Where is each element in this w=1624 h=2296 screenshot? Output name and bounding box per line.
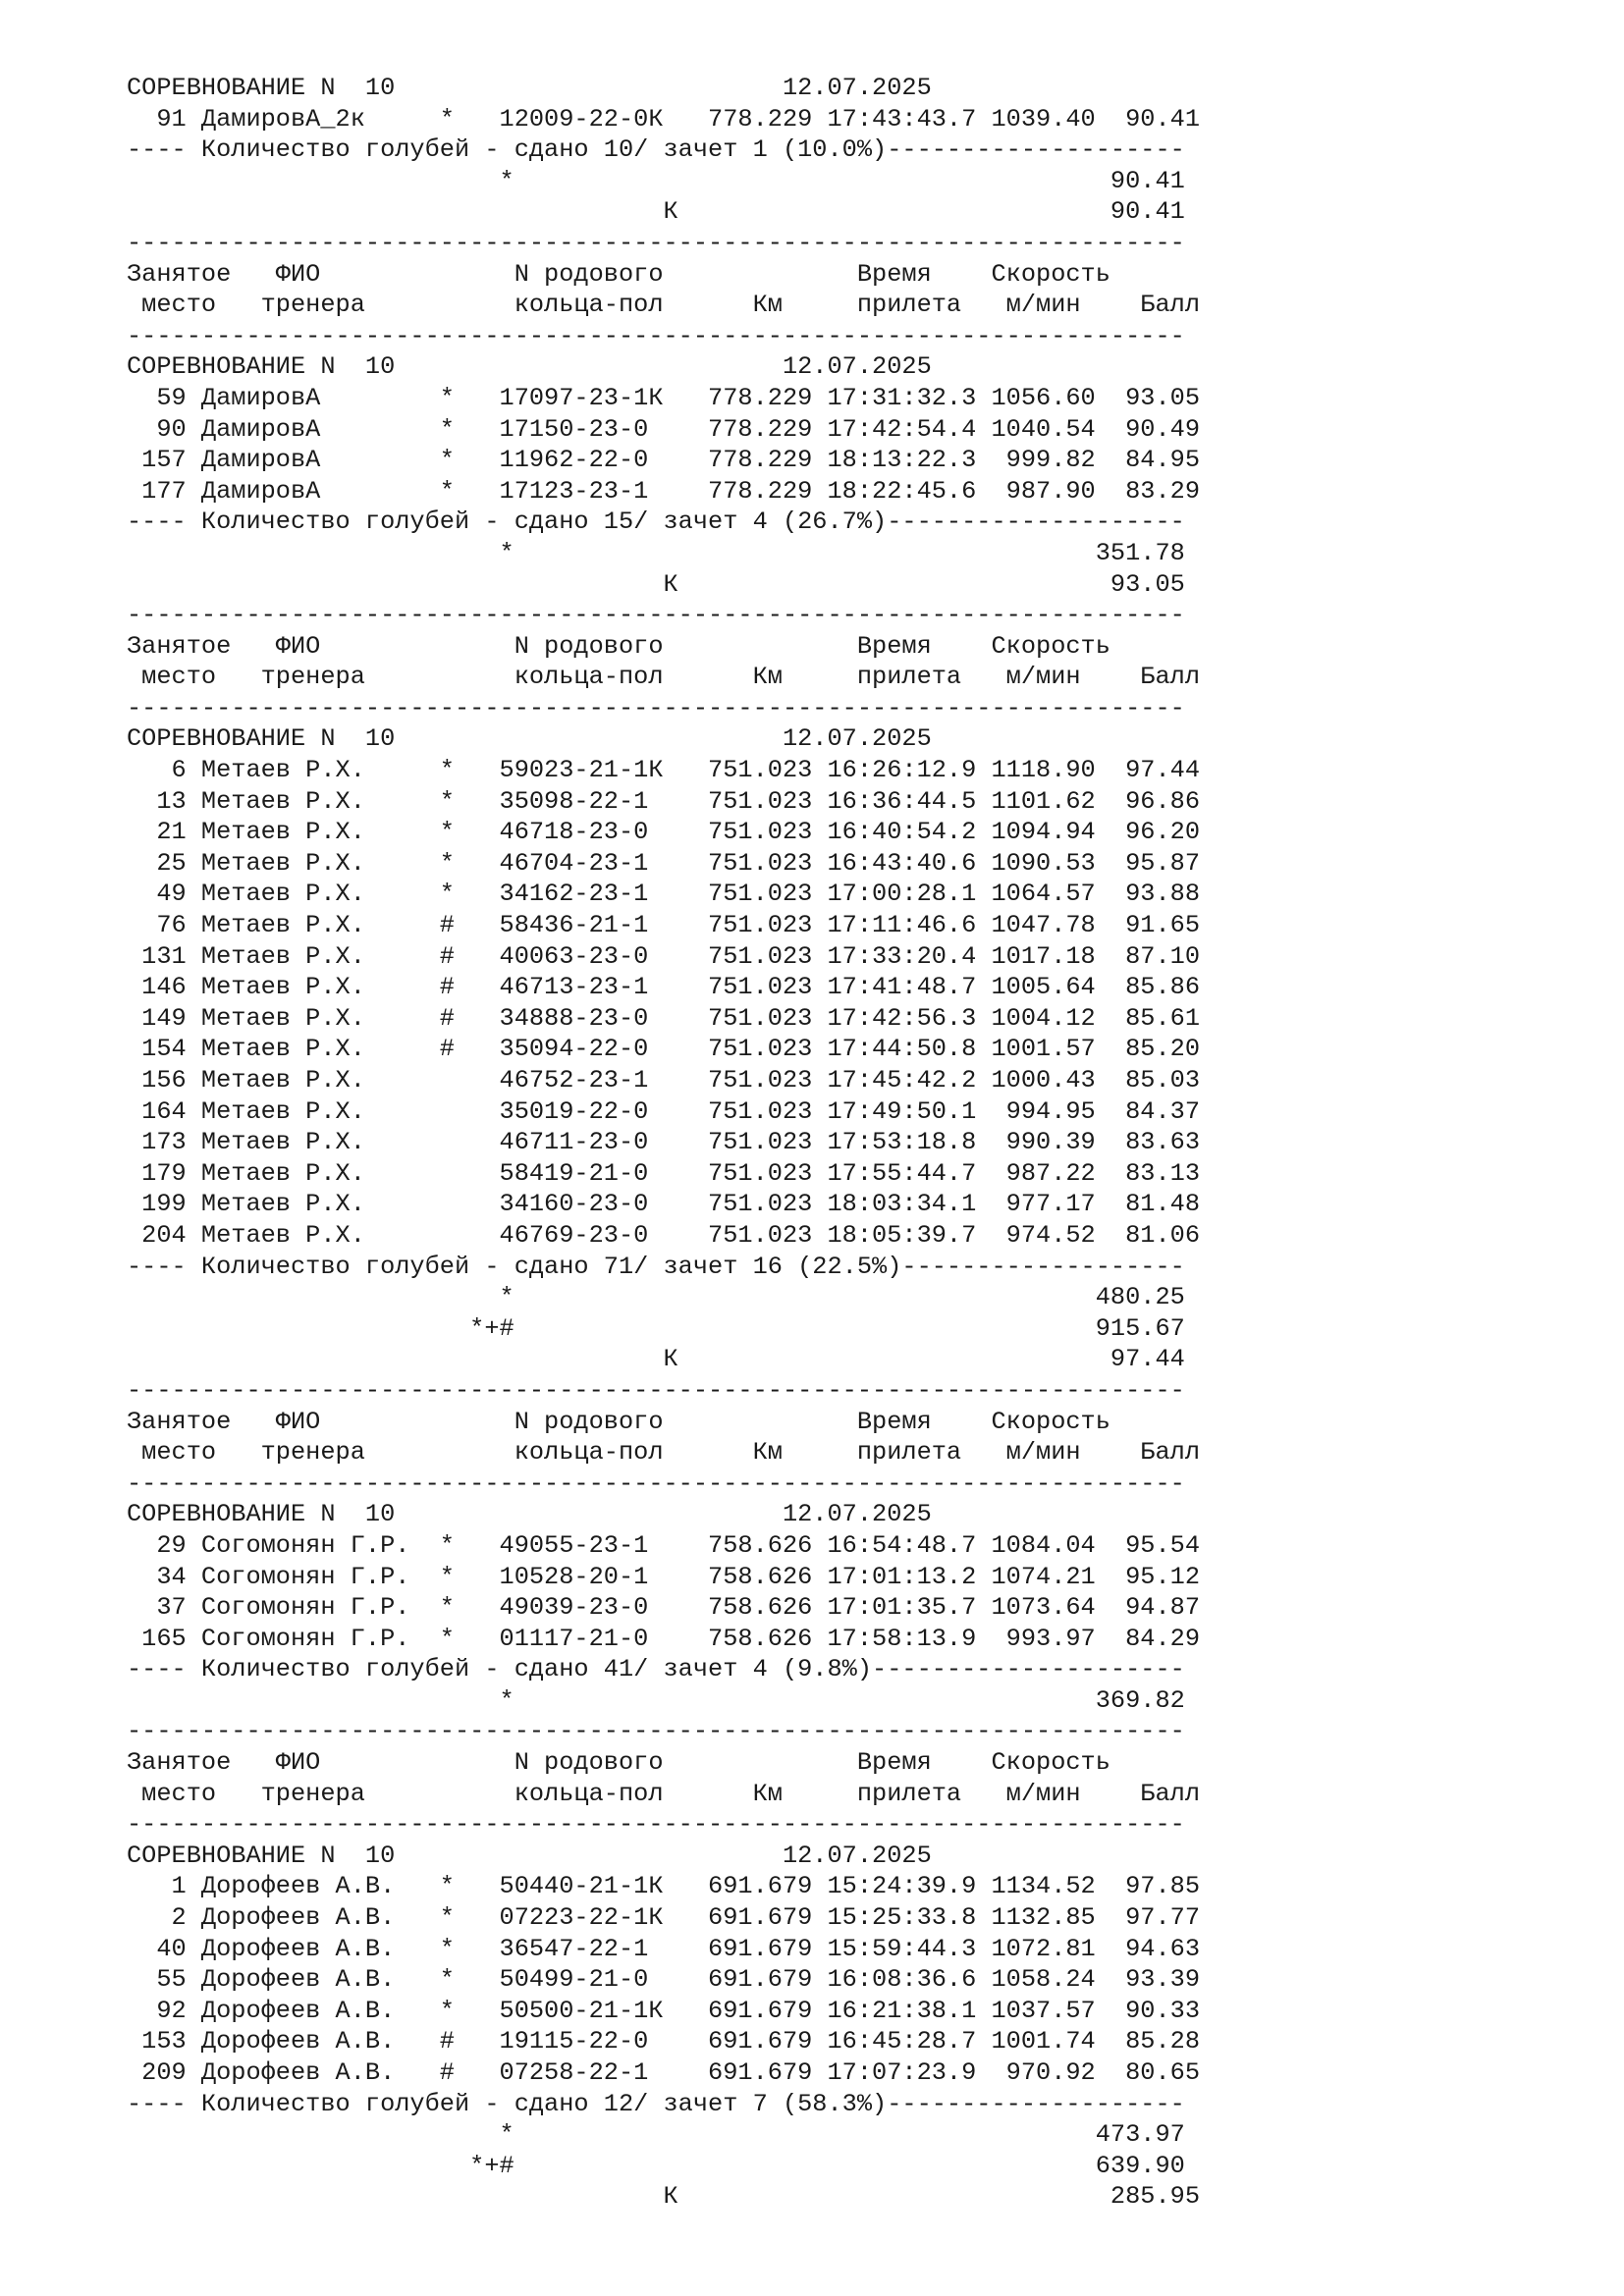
separator-line: ----------------------------------------------------------------------- bbox=[127, 693, 1185, 722]
result-row: 2 Дорофеев А.В. * 07223-22-1К 691.679 15:25:33.8 1132.85 97.77 bbox=[127, 1903, 1201, 1933]
result-row: 149 Метаев Р.Х. # 34888-23-0 751.023 17:42:56.3 1004.12 85.61 bbox=[127, 1003, 1201, 1033]
column-header: место тренера кольца-пол Км прилета м/мин Балл bbox=[127, 663, 1201, 692]
competition-header: СОРЕВНОВАНИЕ N 10 12.07.2025 bbox=[127, 724, 932, 754]
total-line: * 90.41 bbox=[127, 166, 1185, 195]
result-row: 164 Метаев Р.Х. 35019-22-0 751.023 17:49:50.1 994.95 84.37 bbox=[127, 1096, 1201, 1126]
result-row: 55 Дорофеев А.В. * 50499-21-0 691.679 16:08:36.6 1058.24 93.39 bbox=[127, 1965, 1201, 1995]
competition-header: СОРЕВНОВАНИЕ N 10 12.07.2025 bbox=[127, 1500, 932, 1529]
result-row: 179 Метаев Р.Х. 58419-21-0 751.023 17:55:44.7 987.22 83.13 bbox=[127, 1158, 1201, 1188]
separator-line: ----------------------------------------------------------------------- bbox=[127, 228, 1185, 257]
result-row: 34 Согомонян Г.Р. * 10528-20-1 758.626 17:01:13.2 1074.21 95.12 bbox=[127, 1562, 1201, 1591]
column-header: место тренера кольца-пол Км прилета м/мин Балл bbox=[127, 1779, 1201, 1808]
total-line: *+# 639.90 bbox=[127, 2151, 1185, 2180]
result-row: 209 Дорофеев А.В. # 07258-22-1 691.679 17:07:23.9 970.92 80.65 bbox=[127, 2058, 1201, 2087]
result-row: 40 Дорофеев А.В. * 36547-22-1 691.679 15:59:44.3 1072.81 94.63 bbox=[127, 1934, 1201, 1963]
separator-line: ----------------------------------------------------------------------- bbox=[127, 1468, 1185, 1498]
result-row: 154 Метаев Р.Х. # 35094-22-0 751.023 17:44:50.8 1001.57 85.20 bbox=[127, 1035, 1201, 1064]
results-printout bbox=[127, 73, 1501, 2213]
total-line: * 473.97 bbox=[127, 2120, 1185, 2150]
total-line: * 480.25 bbox=[127, 1283, 1185, 1312]
result-row: 29 Согомонян Г.Р. * 49055-23-1 758.626 16:54:48.7 1084.04 95.54 bbox=[127, 1530, 1201, 1560]
pigeon-count-summary: ---- Количество голубей - сдано 71/ зачет 16 (22.5%)------------------- bbox=[127, 1252, 1185, 1281]
total-line: * 351.78 bbox=[127, 538, 1185, 567]
competition-header: СОРЕВНОВАНИЕ N 10 12.07.2025 bbox=[127, 1841, 932, 1870]
result-row: 13 Метаев Р.Х. * 35098-22-1 751.023 16:36:44.5 1101.62 96.86 bbox=[127, 786, 1201, 816]
result-row: 165 Согомонян Г.Р. * 01117-21-0 758.626 17:58:13.9 993.97 84.29 bbox=[127, 1624, 1201, 1653]
separator-line: ----------------------------------------------------------------------- bbox=[127, 1810, 1185, 1840]
result-row: 153 Дорофеев А.В. # 19115-22-0 691.679 16:45:28.7 1001.74 85.28 bbox=[127, 2027, 1201, 2056]
result-row: 173 Метаев Р.Х. 46711-23-0 751.023 17:53:18.8 990.39 83.63 bbox=[127, 1128, 1201, 1157]
total-line: К 285.95 bbox=[127, 2182, 1201, 2212]
separator-line: ----------------------------------------------------------------------- bbox=[127, 321, 1185, 350]
result-row: 91 ДамировА_2к * 12009-22-0К 778.229 17:43:43.7 1039.40 90.41 bbox=[127, 104, 1201, 133]
column-header: Занятое ФИО N родового Время Скорость bbox=[127, 259, 1110, 289]
result-row: 146 Метаев Р.Х. # 46713-23-1 751.023 17:41:48.7 1005.64 85.86 bbox=[127, 973, 1201, 1002]
total-line: * 369.82 bbox=[127, 1685, 1185, 1715]
result-row: 25 Метаев Р.Х. * 46704-23-1 751.023 16:43:40.6 1090.53 95.87 bbox=[127, 848, 1201, 878]
result-row: 92 Дорофеев А.В. * 50500-21-1К 691.679 16:21:38.1 1037.57 90.33 bbox=[127, 1996, 1201, 2025]
competition-header: СОРЕВНОВАНИЕ N 10 12.07.2025 bbox=[127, 352, 932, 382]
result-row: 204 Метаев Р.Х. 46769-23-0 751.023 18:05:39.7 974.52 81.06 bbox=[127, 1220, 1201, 1250]
result-row: 6 Метаев Р.Х. * 59023-21-1К 751.023 16:26:12.9 1118.90 97.44 bbox=[127, 756, 1201, 785]
column-header: Занятое ФИО N родового Время Скорость bbox=[127, 1407, 1110, 1436]
column-header: Занятое ФИО N родового Время Скорость bbox=[127, 631, 1110, 661]
result-row: 199 Метаев Р.Х. 34160-23-0 751.023 18:03:34.1 977.17 81.48 bbox=[127, 1190, 1201, 1219]
total-line: *+# 915.67 bbox=[127, 1313, 1185, 1343]
result-row: 37 Согомонян Г.Р. * 49039-23-0 758.626 17:01:35.7 1073.64 94.87 bbox=[127, 1593, 1201, 1623]
pigeon-count-summary: ---- Количество голубей - сдано 10/ зачет 1 (10.0%)-------------------- bbox=[127, 135, 1185, 165]
pigeon-count-summary: ---- Количество голубей - сдано 41/ зачет 4 (9.8%)--------------------- bbox=[127, 1655, 1185, 1684]
result-row: 157 ДамировА * 11962-22-0 778.229 18:13:22.3 999.82 84.95 bbox=[127, 446, 1201, 475]
result-row: 59 ДамировА * 17097-23-1К 778.229 17:31:32.3 1056.60 93.05 bbox=[127, 383, 1201, 412]
total-line: К 93.05 bbox=[127, 569, 1185, 599]
result-row: 177 ДамировА * 17123-23-1 778.229 18:22:45.6 987.90 83.29 bbox=[127, 476, 1201, 506]
column-header: Занятое ФИО N родового Время Скорость bbox=[127, 1748, 1110, 1778]
result-row: 131 Метаев Р.Х. # 40063-23-0 751.023 17:33:20.4 1017.18 87.10 bbox=[127, 941, 1201, 971]
column-header: место тренера кольца-пол Км прилета м/мин Балл bbox=[127, 1438, 1201, 1468]
separator-line: ----------------------------------------------------------------------- bbox=[127, 1717, 1185, 1746]
column-header: место тренера кольца-пол Км прилета м/мин Балл bbox=[127, 291, 1201, 320]
separator-line: ----------------------------------------------------------------------- bbox=[127, 601, 1185, 630]
result-row: 1 Дорофеев А.В. * 50440-21-1К 691.679 15:24:39.9 1134.52 97.85 bbox=[127, 1872, 1201, 1901]
pigeon-count-summary: ---- Количество голубей - сдано 15/ зачет 4 (26.7%)-------------------- bbox=[127, 507, 1185, 537]
total-line: К 90.41 bbox=[127, 197, 1185, 227]
separator-line: ----------------------------------------------------------------------- bbox=[127, 1375, 1185, 1405]
result-row: 21 Метаев Р.Х. * 46718-23-0 751.023 16:40:54.2 1094.94 96.20 bbox=[127, 818, 1201, 847]
pigeon-count-summary: ---- Количество голубей - сдано 12/ зачет 7 (58.3%)-------------------- bbox=[127, 2089, 1185, 2118]
total-line: К 97.44 bbox=[127, 1345, 1185, 1374]
result-row: 76 Метаев Р.Х. # 58436-21-1 751.023 17:11:46.6 1047.78 91.65 bbox=[127, 911, 1201, 940]
result-row: 90 ДамировА * 17150-23-0 778.229 17:42:54.4 1040.54 90.49 bbox=[127, 414, 1201, 444]
result-row: 156 Метаев Р.Х. 46752-23-1 751.023 17:45:42.2 1000.43 85.03 bbox=[127, 1066, 1201, 1095]
result-row: 49 Метаев Р.Х. * 34162-23-1 751.023 17:00:28.1 1064.57 93.88 bbox=[127, 880, 1201, 909]
competition-header: СОРЕВНОВАНИЕ N 10 12.07.2025 bbox=[127, 74, 932, 102]
